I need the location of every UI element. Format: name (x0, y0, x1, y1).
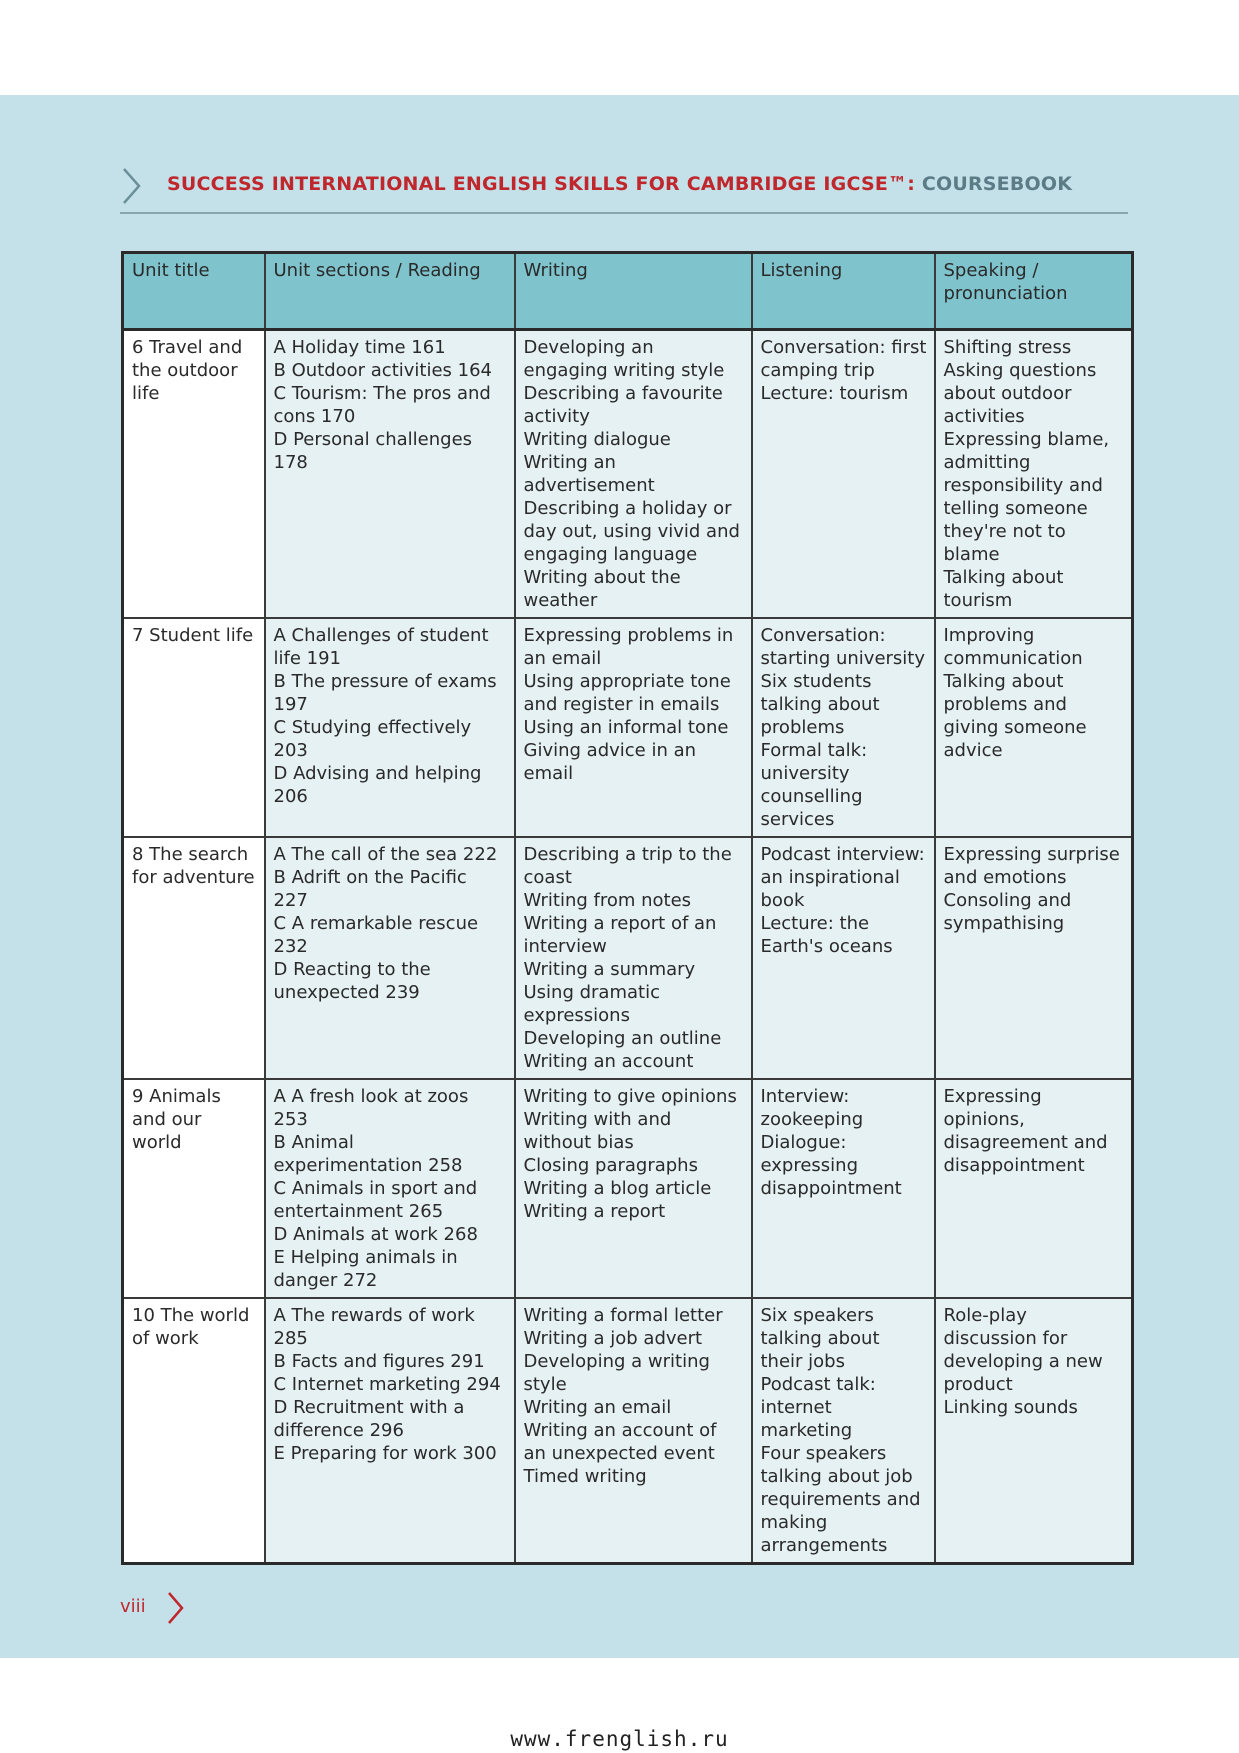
cell-line: Conversation: starting university (760, 625, 926, 669)
cell-line: D Personal challenges 178 (273, 429, 473, 473)
cell-line: Interview: zookeeping (760, 1086, 864, 1130)
cell-line: Expressing opinions, disagreement and disappointment (943, 1086, 1108, 1176)
cell-line: Podcast interview: an inspirational book (760, 844, 925, 911)
cell-line: Timed writing (523, 1466, 647, 1487)
cell-line: D Recruitment with a difference 296 (273, 1397, 465, 1441)
cell-line: Describing a favourite activity (523, 383, 723, 427)
unit-title-cell: 8 The search for adventure (123, 837, 265, 1079)
cell-line: A Challenges of student life 191 (273, 625, 489, 669)
cell-line: Six speakers talking about their jobs (760, 1305, 880, 1372)
cell-line: Expressing problems in an email (523, 625, 734, 669)
cell-line: Expressing surprise and emotions (943, 844, 1120, 888)
column-header-writing: Writing (515, 253, 752, 330)
column-header-reading: Unit sections / Reading (265, 253, 515, 330)
unit-title-cell: 7 Student life (123, 618, 265, 837)
listening-cell (752, 330, 935, 619)
cell-line: Describing a holiday or day out, using vivid and engaging language (523, 498, 740, 565)
cell-line: Lecture: tourism (760, 383, 909, 404)
cell-line: Writing with and without bias (523, 1109, 672, 1153)
chevron-right-icon (166, 1590, 186, 1626)
cell-line: D Animals at work 268 (273, 1224, 478, 1245)
cell-line: Shifting stress (943, 337, 1072, 358)
cell-line: C Animals in sport and entertainment 265 (273, 1178, 478, 1222)
reading-cell (265, 1298, 515, 1564)
cell-line: A The call of the sea 222 (273, 844, 498, 865)
table-row (123, 618, 1133, 837)
cell-line: Writing from notes (523, 890, 692, 911)
speaking-cell (935, 837, 1133, 1079)
writing-cell (515, 1298, 752, 1564)
reading-cell (265, 330, 515, 619)
table-header-row (123, 253, 1133, 330)
cell-line: Six students talking about problems (760, 671, 880, 738)
cell-line: Conversation: first camping trip (760, 337, 927, 381)
cell-line: D Reacting to the unexpected 239 (273, 959, 431, 1003)
cell-line: Improving communication (943, 625, 1083, 669)
cell-line: D Advising and helping 206 (273, 763, 482, 807)
book-title-sub: COURSEBOOK (921, 173, 1073, 195)
cell-line: C Studying effectively 203 (273, 717, 472, 761)
cell-line: Using appropriate tone and register in emails (523, 671, 731, 715)
speaking-cell (935, 1298, 1133, 1564)
cell-line: E Preparing for work 300 (273, 1443, 497, 1464)
cell-line: Developing an engaging writing style (523, 337, 725, 381)
table-row (123, 1298, 1133, 1564)
cell-line: Using dramatic expressions (523, 982, 660, 1026)
listening-cell (752, 1298, 935, 1564)
cell-line: Writing a job advert (523, 1328, 703, 1349)
table-row (123, 1079, 1133, 1298)
cell-line: C Tourism: The pros and cons 170 (273, 383, 491, 427)
writing-cell (515, 618, 752, 837)
cell-line: Writing an advertisement (523, 452, 655, 496)
unit-title-cell: 9 Animals and our world (123, 1079, 265, 1298)
cell-line: Writing to give opinions (523, 1086, 737, 1107)
cell-line: Closing paragraphs (523, 1155, 698, 1176)
cell-line: Writing a summary (523, 959, 696, 980)
cell-line: Asking questions about outdoor activities (943, 360, 1097, 427)
table-body (123, 330, 1133, 1564)
column-header-speaking: Speaking / pronunciation (935, 253, 1133, 330)
cell-line: B The pressure of exams 197 (273, 671, 497, 715)
contents-table (121, 251, 1134, 1565)
cell-line: Talking about tourism (943, 567, 1064, 611)
cell-line: Linking sounds (943, 1397, 1078, 1418)
cell-line: Writing an account (523, 1051, 694, 1072)
speaking-cell (935, 330, 1133, 619)
cell-line: Lecture: the Earth's oceans (760, 913, 893, 957)
cell-line: Giving advice in an email (523, 740, 697, 784)
listening-cell (752, 618, 935, 837)
cell-line: B Outdoor activities 164 (273, 360, 493, 381)
cell-line: Dialogue: expressing disappointment (760, 1132, 902, 1199)
cell-line: Consoling and sympathising (943, 890, 1072, 934)
cell-line: Describing a trip to the coast (523, 844, 732, 888)
cell-line: Developing an outline (523, 1028, 722, 1049)
reading-cell (265, 618, 515, 837)
cell-line: C A remarkable rescue 232 (273, 913, 479, 957)
cell-line: Writing a report of an interview (523, 913, 717, 957)
cell-line: Writing a formal letter (523, 1305, 723, 1326)
cell-line: Podcast talk: internet marketing (760, 1374, 876, 1441)
cell-line: E Helping animals in danger 272 (273, 1247, 458, 1291)
page-number: viii (120, 1596, 146, 1617)
cell-line: A Holiday time 161 (273, 337, 446, 358)
table-row (123, 330, 1133, 619)
speaking-cell (935, 1079, 1133, 1298)
cell-line: Using an informal tone (523, 717, 729, 738)
cell-line: Writing about the weather (523, 567, 681, 611)
column-header-unit-title: Unit title (123, 253, 265, 330)
cell-line: Developing a writing style (523, 1351, 710, 1395)
cell-line: Talking about problems and giving someone advice (943, 671, 1087, 761)
cell-line: B Facts and figures 291 (273, 1351, 485, 1372)
cell-line: B Animal experimentation 258 (273, 1132, 463, 1176)
listening-cell (752, 837, 935, 1079)
reading-cell (265, 837, 515, 1079)
speaking-cell (935, 618, 1133, 837)
cell-line: Writing an account of an unexpected event (523, 1420, 717, 1464)
running-header (120, 160, 1128, 214)
cell-line: Writing dialogue (523, 429, 671, 450)
unit-title-cell: 10 The world of work (123, 1298, 265, 1564)
writing-cell (515, 330, 752, 619)
cell-line: Writing an email (523, 1397, 672, 1418)
cell-line: Four speakers talking about job requirements and making arrangements (760, 1443, 921, 1556)
cell-line: Expressing blame, admitting responsibility and telling someone they're not to blame (943, 429, 1110, 565)
book-title-main: SUCCESS INTERNATIONAL ENGLISH SKILLS FOR CAMBRIDGE IGCSE™: (167, 173, 922, 195)
cell-line: Role-play discussion for developing a new product (943, 1305, 1103, 1395)
chevron-right-icon (120, 166, 144, 206)
cell-line: A The rewards of work 285 (273, 1305, 475, 1349)
writing-cell (515, 837, 752, 1079)
cell-line: Writing a report (523, 1201, 666, 1222)
cell-line: Formal talk: university counselling services (760, 740, 868, 830)
listening-cell (752, 1079, 935, 1298)
reading-cell (265, 1079, 515, 1298)
writing-cell (515, 1079, 752, 1298)
column-header-listening: Listening (752, 253, 935, 330)
cell-line: A A fresh look at zoos 253 (273, 1086, 469, 1130)
cell-line: Writing a blog article (523, 1178, 712, 1199)
watermark-url: www.frenglish.ru (510, 1727, 729, 1751)
cell-line: B Adrift on the Pacific 227 (273, 867, 467, 911)
unit-title-cell: 6 Travel and the outdoor life (123, 330, 265, 619)
book-title (167, 173, 1072, 195)
table-row (123, 837, 1133, 1079)
cell-line: C Internet marketing 294 (273, 1374, 501, 1395)
